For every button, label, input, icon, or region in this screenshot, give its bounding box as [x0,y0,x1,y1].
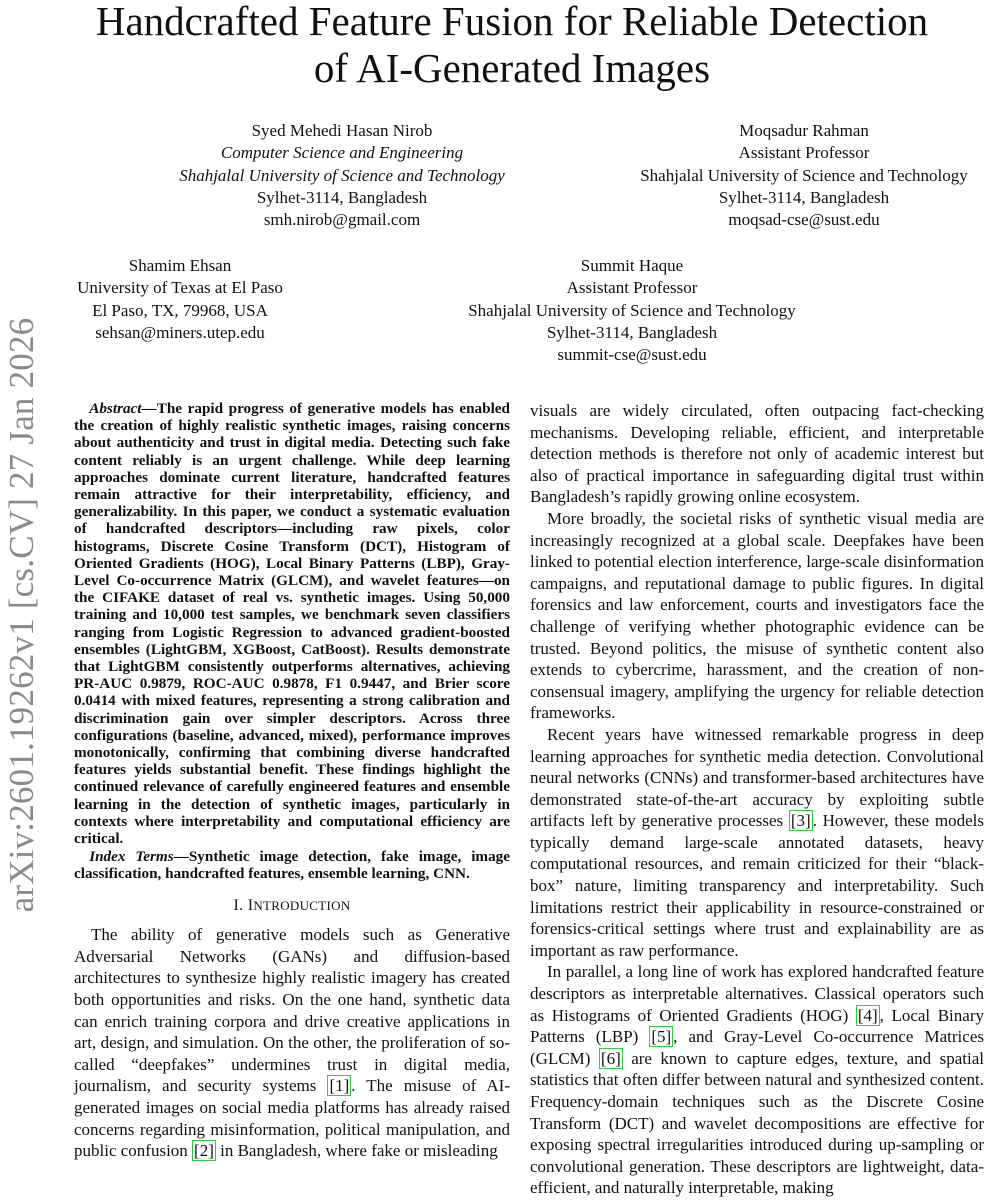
intro-paragraph-3 [530,724,984,962]
citation-link-1[interactable]: [1] [329,1076,350,1096]
author-affiliation: Assistant Professor [738,143,870,163]
paragraph-text: , Local Binary Patterns (LBP) [530,1005,984,1047]
citation-link-4[interactable]: [4] [857,1005,878,1025]
author-name: Moqsadur Rahman [739,121,869,140]
paragraph-text: The ability of generative models such as Generative Adversarial Networks (GANs) and diffusion-based architectures to synthesize highly realistic imagery has created both opportunities and risks. On the one hand, synthetic data can enrich training corpora and drive creative applications in art, design, and simulation. On the other, the proliferation of so-called “deepfakes” undermines trust in digital media, journalism, and security systems [74,925,510,1096]
intro-paragraph-1-continued: visuals are widely circulated, often outpacing fact-checking mechanisms. Developing reliable, efficient, and interpretable detection methods is therefore not only of academic interest but also of practical importance in safeguarding digital trust within Bangladesh’s rapidly growing online ecosystem. [530,401,984,507]
section-title-initial: I [247,896,254,914]
intro-paragraph-2: More broadly, the societal risks of synthetic visual media are increasingly recognized at a global scale. Deepfakes have been linked to potential election interference, large-scale disinformation campaigns, and reputational damage to public figures. In digital forensics and law enforcement, courts and investigators face the challenge of verifying whether photographic evidence can be trusted. Beyond politics, the misuse of synthetic content also extends to cybercrime, harassment, and the creation of non-consensual imagery, amplifying the urgency for reliable detection frameworks. [530,508,984,723]
citation-link-5[interactable]: [5] [651,1027,672,1047]
citation-link-2[interactable]: [2] [194,1141,214,1161]
paragraph-text: In parallel, a long line of work has explored handcrafted feature descriptors as interpretable alternatives. Classical operators such as Histograms of Oriented Gradients (HOG) [530,962,984,1025]
paragraph-text: are known to capture edges, texture, and spatial statistics that often differ between natural and synthesized content. Frequency-domain techniques such as the Discrete Cosine Transform (DCT) and wavelet decompositions are effective for exposing spectral irregularities introduced during up-sampling or convolutional generation. These descriptors are lightweight, data-efficient, and naturally interpretable, making [530,1048,984,1198]
left-column [74,400,510,1162]
intro-paragraph-1 [74,924,510,1162]
author-affiliation: Computer Science and Engineering [220,143,464,163]
section-title-rest: NTRODUCTION [253,897,351,913]
author-address: Sylhet-3114, Bangladesh [546,322,718,342]
author-address: Sylhet-3114, Bangladesh [256,187,428,207]
abstract-label: Abstract [89,400,142,417]
author-email: summit-cse@sust.edu [557,345,707,365]
title-line-2: of AI-Generated Images [313,45,711,91]
author-affiliation: University of Texas at El Paso [77,278,283,298]
citation-link-6[interactable]: [6] [600,1048,621,1068]
author-name: Shamim Ehsan [128,256,232,275]
author-block-4 [440,255,824,366]
author-email: smh.nirob@gmail.com [263,210,421,230]
author-affiliation: Assistant Professor [566,278,698,298]
intro-paragraph-4 [530,961,984,1199]
paragraph-text: , and Gray-Level Co-occurrence Matrices (GLCM) [530,1027,984,1068]
author-affiliation: Shahjalal University of Science and Technology [640,165,968,185]
author-block-3 [50,255,310,344]
arxiv-identifier-text: arXiv:2601.19262v1 [cs.CV] 27 Jan 2026 [2,317,41,913]
author-address: El Paso, TX, 79968, USA [92,300,268,320]
author-address: Sylhet-3114, Bangladesh [718,187,890,207]
paragraph-text: . The misuse of AI-generated images on social media platforms has already raised concerns regarding misinformation, political manipulation, and public confusion [74,1076,510,1161]
index-terms-label: Index Terms [89,848,174,866]
author-block-1 [150,120,534,231]
section-heading-introduction [74,895,510,917]
abstract-text: —The rapid progress of generative models has enabled the creation of highly realistic synthetic images, raising concerns about authenticity and trust in digital media. Detecting such fake content reliably is an urgent challenge. While deep learning approaches dominate current literature, handcrafted features remain attractive for their interpretability, efficiency, and generalizability. In this paper, we conduct a systematic evaluation of handcrafted descriptors—including raw pixels, color histograms, Discrete Cosine Transform (DCT), Histogram of Oriented Gradients (HOG), Local Binary Patterns (LBP), Gray-Level Co-occurrence Matrix (GLCM), and wavelet features—on the CIFAKE dataset of real vs. synthetic images. Using 50,000 training and 10,000 test samples, we benchmark seven classifiers ranging from Logistic Regression to advanced gradient-boosted ensembles (LightGBM, XGBoost, CatBoost). Results demonstrate that LightGBM consistently outperforms alternatives, achieving PR-AUC 0.9879, ROC-AUC 0.9878, F1 0.9447, and Brier score 0.0414 with mixed features, representing a strong calibration and discrimination gain over simpler descriptors. Across three configurations (baseline, advanced, mixed), performance improves monotonically, confirming that combining diverse handcrafted features yields substantial benefit. These findings highlight the continued relevance of carefully engineered features and ensemble learning in the detection of synthetic images, particularly in contexts where interpretability and computational efficiency are critical. [74,400,510,848]
paragraph-text: in Bangladesh, where fake or misleading [215,1141,498,1161]
author-email: sehsan@miners.utep.edu [95,322,265,342]
author-affiliation: Shahjalal University of Science and Technology [179,165,505,185]
paragraph-text: . However, these models typically demand large-scale annotated datasets, heavy computational resources, and remain criticized for their “black-box” nature, limiting transparency and interpretability. Such limitations restrict their applicability in resource-constrained or forensics-critical settings where trust and explainability are as important as raw performance. [530,811,984,960]
author-name: Summit Haque [580,256,684,275]
title-line-1: Handcrafted Feature Fusion for Reliable Detection [95,0,929,44]
paper-title [40,0,984,92]
author-block-2 [612,120,984,231]
arxiv-identifier [2,300,42,930]
right-column [530,400,984,1199]
citation-link-3[interactable]: [3] [790,811,811,831]
section-number: I. [233,896,244,914]
index-terms-text: —Synthetic image detection, fake image, image classification, handcrafted features, ensemble learning, CNN. [74,848,510,883]
author-name: Syed Mehedi Hasan Nirob [251,121,433,140]
paragraph-text: Recent years have witnessed remarkable progress in deep learning approaches for synthetic media detection. Convolutional neural networks (CNNs) and transformer-based architectures have demonstrated state-of-the-art accuracy by exploiting subtle artifacts left by generative processes [530,724,984,831]
abstract [74,400,510,847]
author-email: moqsad-cse@sust.edu [728,210,880,230]
index-terms [74,848,510,882]
author-affiliation: Shahjalal University of Science and Technology [468,300,796,320]
